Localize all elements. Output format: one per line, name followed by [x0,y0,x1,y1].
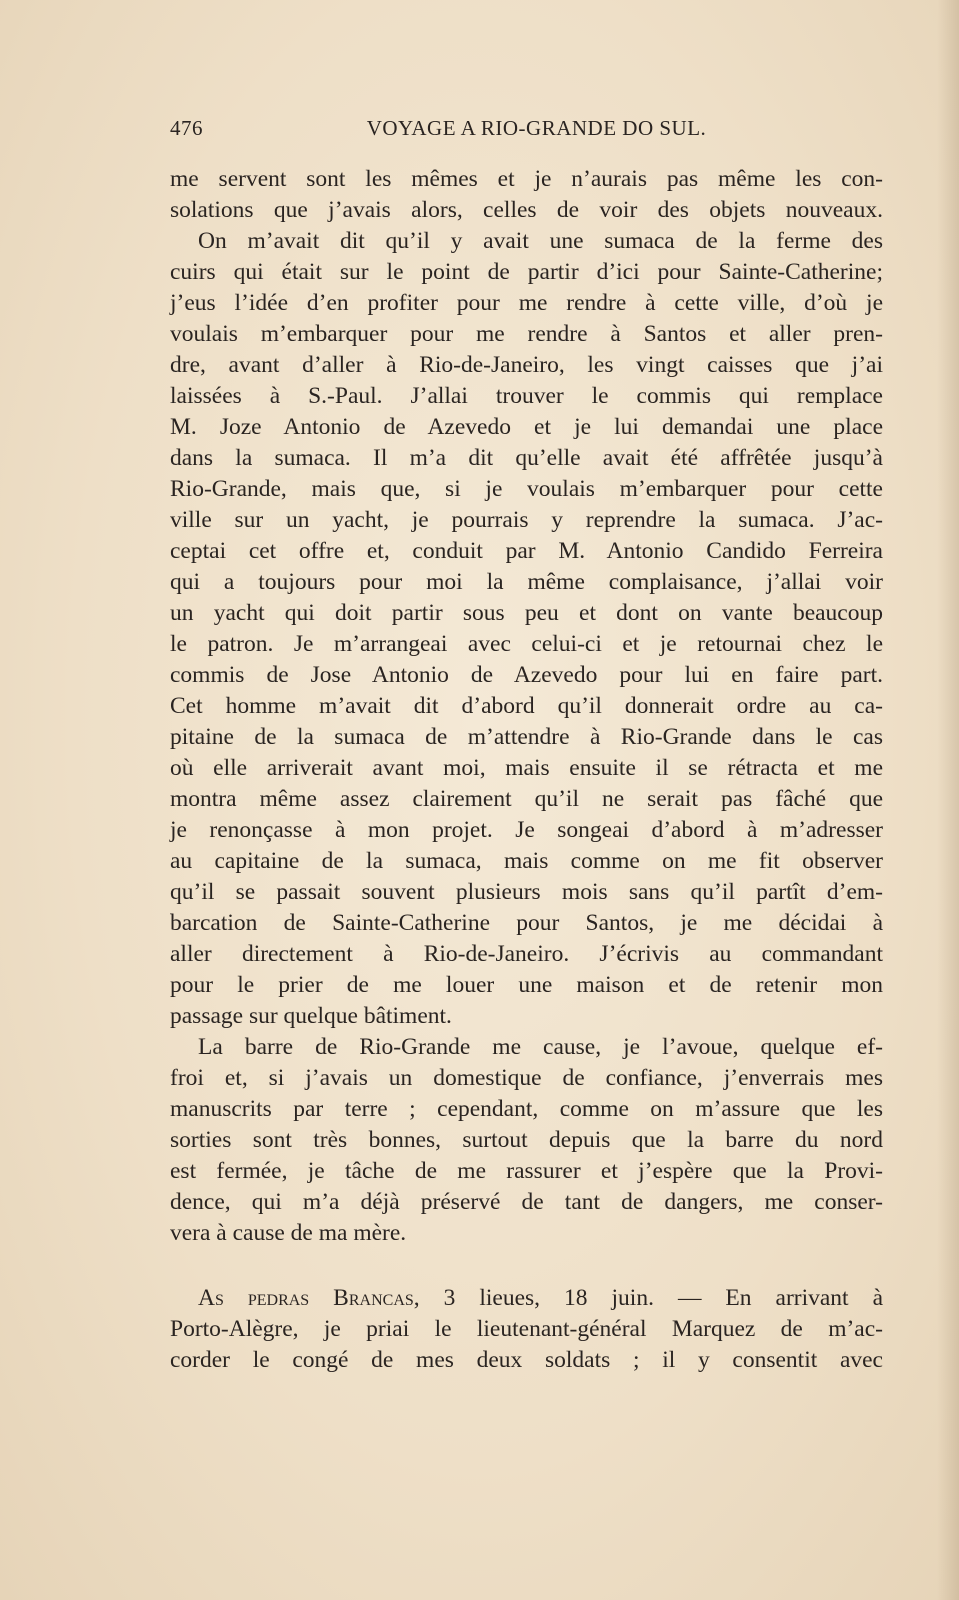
text-line: qui a toujours pour moi la même complaisance, j’allai voir [170,569,883,595]
text-line: solations que j’avais alors, celles de voir des objets nouveaux. [170,197,883,223]
text-line: Rio-Grande, mais que, si je voulais m’embarquer pour cette [170,476,883,502]
text-line: commis de Jose Antonio de Azevedo pour lui en faire part. [170,662,883,688]
text-line: La barre de Rio-Grande me cause, je l’avoue, quelque ef- [198,1034,883,1060]
entry-place: As pedras Brancas [198,1285,414,1311]
text-line: le patron. Je m’arrangeai avec celui-ci et je retournai chez le [170,631,883,657]
text-line: Porto-Alègre, je priai le lieutenant-général Marquez de m’ac- [170,1316,883,1342]
text-line: montra même assez clairement qu’il ne serait pas fâché que [170,786,883,812]
text-line: pour le prier de me louer une maison et de retenir mon [170,972,883,998]
text-line: où elle arriverait avant moi, mais ensuite il se rétracta et me [170,755,883,781]
text-line: dre, avant d’aller à Rio-de-Janeiro, les vingt caisses que j’ai [170,352,883,378]
entry-heading-rest: , 3 lieues, 18 juin. — En arrivant à [413,1285,883,1311]
text-line: j’eus l’idée d’en profiter pour me rendre à cette ville, d’où je [170,290,883,316]
text-line: Cet homme m’avait dit d’abord qu’il donnerait ordre au ca- [170,693,883,719]
text-line: est fermée, je tâche de me rassurer et j’espère que la Provi- [170,1158,883,1184]
text-line: dans la sumaca. Il m’a dit qu’elle avait été affrêtée jusqu’à [170,445,883,471]
text-line: ville sur un yacht, je pourrais y reprendre la sumaca. J’ac- [170,507,883,533]
text-line: un yacht qui doit partir sous peu et dont on vante beaucoup [170,600,883,626]
text-line: M. Joze Antonio de Azevedo et je lui demandai une place [170,414,883,440]
text-line: froi et, si j’avais un domestique de confiance, j’enverrais mes [170,1065,883,1091]
text-line: manuscrits par terre ; cependant, comme on m’assure que les [170,1096,883,1122]
text-line: On m’avait dit qu’il y avait une sumaca de la ferme des [198,228,883,254]
page-number: 476 [170,116,203,140]
text-line: sorties sont très bonnes, surtout depuis que la barre du nord [170,1127,883,1153]
text-line: voulais m’embarquer pour me rendre à Santos et aller pren- [170,321,883,347]
text-line: vera à cause de ma mère. [170,1220,407,1246]
page-header [170,116,883,146]
text-line: aller directement à Rio-de-Janeiro. J’écrivis au commandant [170,941,883,967]
text-line: je renonçasse à mon projet. Je songeai d’abord à m’adresser [170,817,883,843]
text-line: passage sur quelque bâtiment. [170,1003,452,1029]
journal-entry-heading [198,1283,883,1314]
text-line: barcation de Sainte-Catherine pour Santos, je me décidai à [170,910,883,936]
text-line: pitaine de la sumaca de m’attendre à Rio-Grande dans le cas [170,724,883,750]
text-line: me servent sont les mêmes et je n’aurais pas même les con- [170,166,883,192]
text-line: qu’il se passait souvent plusieurs mois sans qu’il partît d’em- [170,879,883,905]
text-line: cuirs qui était sur le point de partir d’ici pour Sainte-Catherine; [170,259,883,285]
text-line: au capitaine de la sumaca, mais comme on me fit observer [170,848,883,874]
page-edge-shadow [937,0,959,1600]
text-line: ceptai cet offre et, conduit par M. Antonio Candido Ferreira [170,538,883,564]
text-line: laissées à S.-Paul. J’allai trouver le commis qui remplace [170,383,883,409]
running-title: VOYAGE A RIO-GRANDE DO SUL. [366,116,707,140]
text-line: corder le congé de mes deux soldats ; il y consentit avec [170,1347,883,1373]
text-line: dence, qui m’a déjà préservé de tant de dangers, me conser- [170,1189,883,1215]
